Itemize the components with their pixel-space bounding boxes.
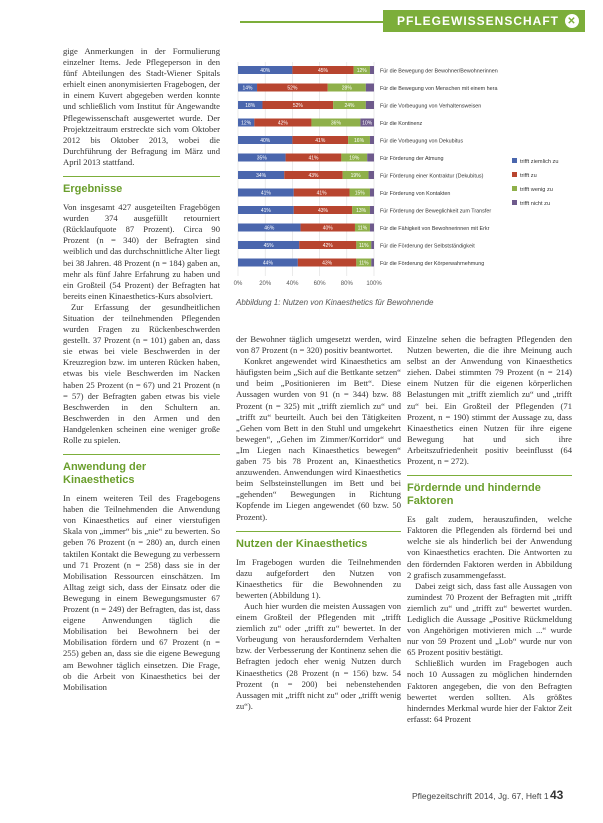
legend-swatch bbox=[512, 186, 517, 191]
right-paragraph-2: Es galt zudem, herauszufinden, welche Faktoren die Pflegenden als fördernd bei und welche sie als hinderlich bei der Anwendung von Kinaesthetics erachten. Die Antworten zu den fördernden Faktoren werden in Abbildung 2 grafisch zusammengefasst. bbox=[407, 514, 572, 580]
ergebnisse-paragraph-2: Zur Erfassung der gesundheitlichen Situation der teilnehmenden Pflegenden wurden Fragen zu Rückenbeschwerden gestellt. 37 Prozent (n = 101) gaben an, dass sie etwas bei viele Beschwerden in der Kreuzregion bzw. im unteren Rücken haben, etwas bis viele Beschwerden im Nacken haben 25 Prozent (n = 67) und 21 Prozent (n = 57) der Befragten gaben etwas bis viele Beschwerden in den Schultern an. Beschwerden in den Armen und den Handgelenken scheinen eine weniger große Rolle zu spielen. bbox=[63, 301, 220, 445]
legend-swatch bbox=[512, 158, 517, 163]
column-right bbox=[407, 334, 572, 725]
x-tick-label: 100% bbox=[366, 281, 382, 287]
category-label: Für Förderung einer Kontraktur (Dekubitus) bbox=[380, 173, 484, 180]
bar-segment bbox=[366, 84, 374, 92]
x-tick-label: 0% bbox=[233, 281, 243, 287]
category-label: Für die Vorbeugung von Verhaltensweisen bbox=[380, 103, 482, 110]
bar-value-label: 40% bbox=[260, 68, 271, 74]
middle-paragraph-2: Konkret angewendet wird Kinaesthetics am häufigsten beim „Sich auf die Bettkante setzen“ und beim „Positionieren im Bett“. Diese Aussagen wurden von 91 (n = 344) bzw. 88 Prozent (n = 325) mit „trifft ziemlich zu“ und „trifft zu“ beurteilt. Auch bei den Tätigkeiten „Gehen vom Bett in den Stuhl und umgekehrt bewegen“, „Gehen im Zimmer/Korridor“ und „Im Liegen nach Kinaesthetics bewegen“ gaben 75 bis 78 Prozent an, Kinaesthetics anzuwenden. Anwendungen wird Kinaesthetics beim Selbsteinstellungen im Bett und bei „gehenden“ Bewegungen in Richtung Kopfende im Liegen angewendet (60 bzw. 50 Prozent). bbox=[236, 356, 401, 522]
bar-value-label: 40% bbox=[322, 225, 333, 232]
column-middle bbox=[236, 334, 401, 712]
section-divider bbox=[236, 531, 401, 532]
category-label: Für Förderung der Atmung bbox=[380, 156, 444, 162]
bar-segment bbox=[371, 259, 374, 267]
section-divider bbox=[407, 475, 572, 476]
chart-svg bbox=[233, 58, 572, 298]
bar-value-label: 14% bbox=[242, 85, 253, 92]
bar-value-label: 41% bbox=[315, 138, 326, 144]
column-left bbox=[63, 46, 220, 693]
bar-value-label: 41% bbox=[316, 190, 327, 197]
bar-value-label: 43% bbox=[322, 260, 333, 267]
x-tick-label: 60% bbox=[313, 281, 326, 287]
bar-value-label: 34% bbox=[256, 173, 267, 179]
bar-value-label: 41% bbox=[260, 190, 271, 197]
x-tick-label: 80% bbox=[340, 281, 353, 287]
right-paragraph-4: Schließlich wurden im Fragebogen auch noch 10 Aussagen zu möglichen hindernden Faktoren angegeben, die von den Befragten bewertet werden sollten. Als größtes hinderndes Merkmal wurde hier der Faktor Zeit erfasst: 64 Prozent bbox=[407, 658, 572, 724]
bar-value-label: 11% bbox=[358, 243, 369, 249]
bar-value-label: 24% bbox=[344, 103, 355, 109]
category-label: Für die Vorbeugung von Dekubitus bbox=[380, 138, 464, 145]
anwendung-paragraph: In einem weiteren Teil des Fragebogens haben die Teilnehmenden die Anwendung von Kinaesthetics auf einer vierstufigen Skala von „immer“ bis „nie“ zu bewerten. So geben 76 Prozent (n = 280) an, durch einen taktilen Kontakt die Bewegung zu verbessern und 71 Prozent (n = 258) dass sie in der Mobilisation Ressourcen einschätzen. Im Alltag zeigt sich, dass der Einsatz oder die Bewegung in einem Bewegungsmuster 67 Prozent (n = 249) der Befragten, das ist, dass eigene Anwendungen täglich die Mobilisation bei Bewohnern bei der Mobilisation fördern und 67 Prozent (n = 255) geben an, dass sie die eigene Bewegung am Bewohner täglich einsetzen. Die Frage, ob die Arbeit von Kinaesthetics bei der Mobilisation bbox=[63, 493, 220, 692]
bar-value-label: 42% bbox=[322, 243, 333, 249]
bar-segment bbox=[370, 224, 374, 232]
middle-paragraph-1: der Bewohner täglich umgesetzt werden, wird von 87 Prozent (n = 320) positiv beantwortet. bbox=[236, 334, 401, 356]
figure-caption: Abbildung 1: Nutzen von Kinaesthetics für Bewohnende bbox=[236, 298, 434, 307]
page-header bbox=[0, 0, 603, 34]
bar-value-label: 40% bbox=[260, 138, 271, 144]
bar-value-label: 15% bbox=[354, 190, 365, 197]
bar-value-label: 19% bbox=[350, 173, 361, 179]
bar-value-label: 18% bbox=[245, 103, 256, 109]
section-divider bbox=[63, 454, 220, 455]
middle-paragraph-3: Im Fragebogen wurden die Teilnehmenden dazu aufgefordert den Nutzen von Kinaesthetics für die Bewohnenden zu bewerten (Abbildung 1). bbox=[236, 556, 401, 600]
intro-paragraph: gige Anmerkungen in der Formulierung einzelner Items. Jede Pflegeperson in den fünf Abteilungen des Stadt-Wiener Spitals erhielt einen anonymisierten Fragebogen, der in einem Kuvert abgegeben werden konnte und schließlich vom Institut für Angewandte Pflegewissenschaft ausgewertet wurde. Der Projektzeitraum erstreckte sich vom Oktober 2012 bis Oktober 2013, wobei die Durchführung der Befragung im März und April 2013 stattfand. bbox=[63, 46, 220, 167]
right-paragraph-3: Dabei zeigt sich, dass fast alle Aussagen von zumindest 70 Prozent der Befragten mit „trifft ziemlich zu“ und „trifft zu“ bewertet wurden. Lediglich die Aussage „Positive Rückmeldung von Angehörigen motivieren mich ...“ wurde nur von 59 Prozent und „Lob“ wurde nur von 65 Prozent positiv bestätigt. bbox=[407, 580, 572, 658]
bar-segment bbox=[367, 154, 374, 162]
category-label: Für Förderung der Beweglichkeit zum Transfer bbox=[380, 208, 492, 215]
category-label: Für die Fähigkeit von Bewohnerinnen mit Erkr bbox=[380, 226, 490, 232]
category-label: Für die Förderung der Körperwahrnehmung bbox=[380, 261, 485, 267]
bar-value-label: 19% bbox=[349, 155, 360, 162]
bar-value-label: 42% bbox=[277, 120, 288, 127]
legend-label: trifft zu bbox=[520, 173, 537, 179]
page-number: 43 bbox=[550, 788, 564, 802]
x-tick-label: 20% bbox=[259, 281, 272, 287]
bar-value-label: 52% bbox=[292, 103, 303, 109]
heading-nutzen: Nutzen der Kinaesthetics bbox=[236, 537, 368, 550]
category-label: Für die Bewegung der Bewohner/Bewohnerinnen bbox=[380, 68, 498, 75]
x-icon: ✕ bbox=[565, 14, 579, 28]
bar-value-label: 11% bbox=[357, 225, 368, 232]
journal-footer: Pflegezeitschrift 2014, Jg. 67, Heft 1 bbox=[412, 791, 549, 801]
legend-label: trifft nicht zu bbox=[520, 201, 551, 207]
bar-segment bbox=[370, 189, 374, 197]
bar-segment bbox=[366, 101, 374, 109]
bar-value-label: 36% bbox=[330, 120, 341, 127]
bar-value-label: 46% bbox=[264, 225, 275, 232]
bar-value-label: 45% bbox=[263, 243, 274, 249]
category-label: Für Förderung von Kontakten bbox=[380, 191, 451, 197]
category-label: Für die Bewegung von Menschen mit einem hera bbox=[380, 86, 498, 92]
bar-value-label: 16% bbox=[354, 138, 365, 144]
bar-segment bbox=[370, 136, 374, 144]
middle-paragraph-4: Auch hier wurden die meisten Aussagen von einem Großteil der Pflegenden mit „trifft ziemlich zu“ oder „trifft zu“ bewertet. In der Vorbeugung von herausforderndem Verhalten bzw. der Verbesserung der Kontinenz sehen die Befragten jedoch eher wenig Nutzen durch Kinaesthetics (28 Prozent (n = 156) bzw. 54 Prozent (n = 200) bei nebenstehenden Aussagen mit „trifft nicht zu“ oder „trifft wenig zu“). bbox=[236, 600, 401, 711]
legend-swatch bbox=[512, 200, 517, 205]
legend-label: trifft ziemlich zu bbox=[520, 159, 559, 165]
bar-value-label: 11% bbox=[358, 260, 369, 267]
category-label: Für die Förderung der Selbstständigkeit bbox=[380, 243, 475, 250]
bar-value-label: 28% bbox=[341, 85, 352, 92]
bar-segment bbox=[371, 241, 374, 249]
bar-value-label: 41% bbox=[260, 208, 271, 214]
right-paragraph-1: Einzelne sehen die befragten Pflegenden den Nutzen bewerten, die die ihre Meinung auch selbst an der Anwendung von Kinaesthetics ziehen. Dabei stimmten 79 Prozent (n = 214) einem Nutzen für die eigenen körperlichen Belastungen mit „trifft ziemlich zu“ und „trifft zu“ bei. Ein Großteil der Pflegenden (71 Prozent, n = 190) stimmt der Aussage zu, dass Kinaesthetics einen Nutzen für ihre eigene Bewegung hat und sich ihre Arbeitszufriedenheit positiv beeinflusst (64 Prozent, n = 272). bbox=[407, 334, 572, 467]
heading-faktoren: Fördernde und hindernde Faktoren bbox=[407, 482, 541, 508]
legend-label: trifft wenig zu bbox=[520, 187, 553, 193]
bar-value-label: 52% bbox=[287, 85, 298, 92]
category-label: Für die Kontinenz bbox=[380, 121, 423, 127]
bar-value-label: 35% bbox=[256, 155, 267, 162]
bar-segment bbox=[370, 66, 374, 74]
bar-value-label: 13% bbox=[356, 208, 367, 214]
section-divider bbox=[63, 176, 220, 177]
section-tag bbox=[383, 10, 585, 32]
legend-swatch bbox=[512, 172, 517, 177]
x-tick-label: 40% bbox=[286, 281, 299, 287]
bar-value-label: 12% bbox=[356, 68, 367, 74]
heading-ergebnisse: Ergebnisse bbox=[63, 183, 123, 196]
bar-value-label: 43% bbox=[308, 173, 319, 179]
stacked-bar-chart bbox=[233, 58, 572, 298]
bar-value-label: 44% bbox=[262, 260, 273, 267]
bar-value-label: 12% bbox=[241, 120, 252, 127]
heading-anwendung: Anwendung der Kinaesthetics bbox=[63, 461, 147, 487]
bar-segment bbox=[369, 171, 374, 179]
bar-value-label: 45% bbox=[317, 68, 329, 74]
ergebnisse-paragraph-1: Von insgesamt 427 ausgeteilten Fragebögen wurden 374 ausgefüllt retourniert (Rücklaufquote 87 Prozent). Circa 90 Prozent (n = 340) der Befragten sind weiblich und das durchschnittliche Alter liegt bei 38 Jahren. 48 Prozent (n = 184) gaben an, mehr als fünf Jahre Erfahrung zu haben und ein Großteil (54 Prozent) der Befragten hat bereits einen Kinaesthetics-Kurs absolviert. bbox=[63, 202, 220, 301]
bar-value-label: 43% bbox=[317, 208, 329, 214]
bar-segment bbox=[370, 206, 374, 214]
bar-value-label: 10% bbox=[362, 120, 373, 127]
bar-value-label: 41% bbox=[308, 155, 319, 162]
section-title: PFLEGEWISSENSCHAFT bbox=[396, 14, 559, 28]
